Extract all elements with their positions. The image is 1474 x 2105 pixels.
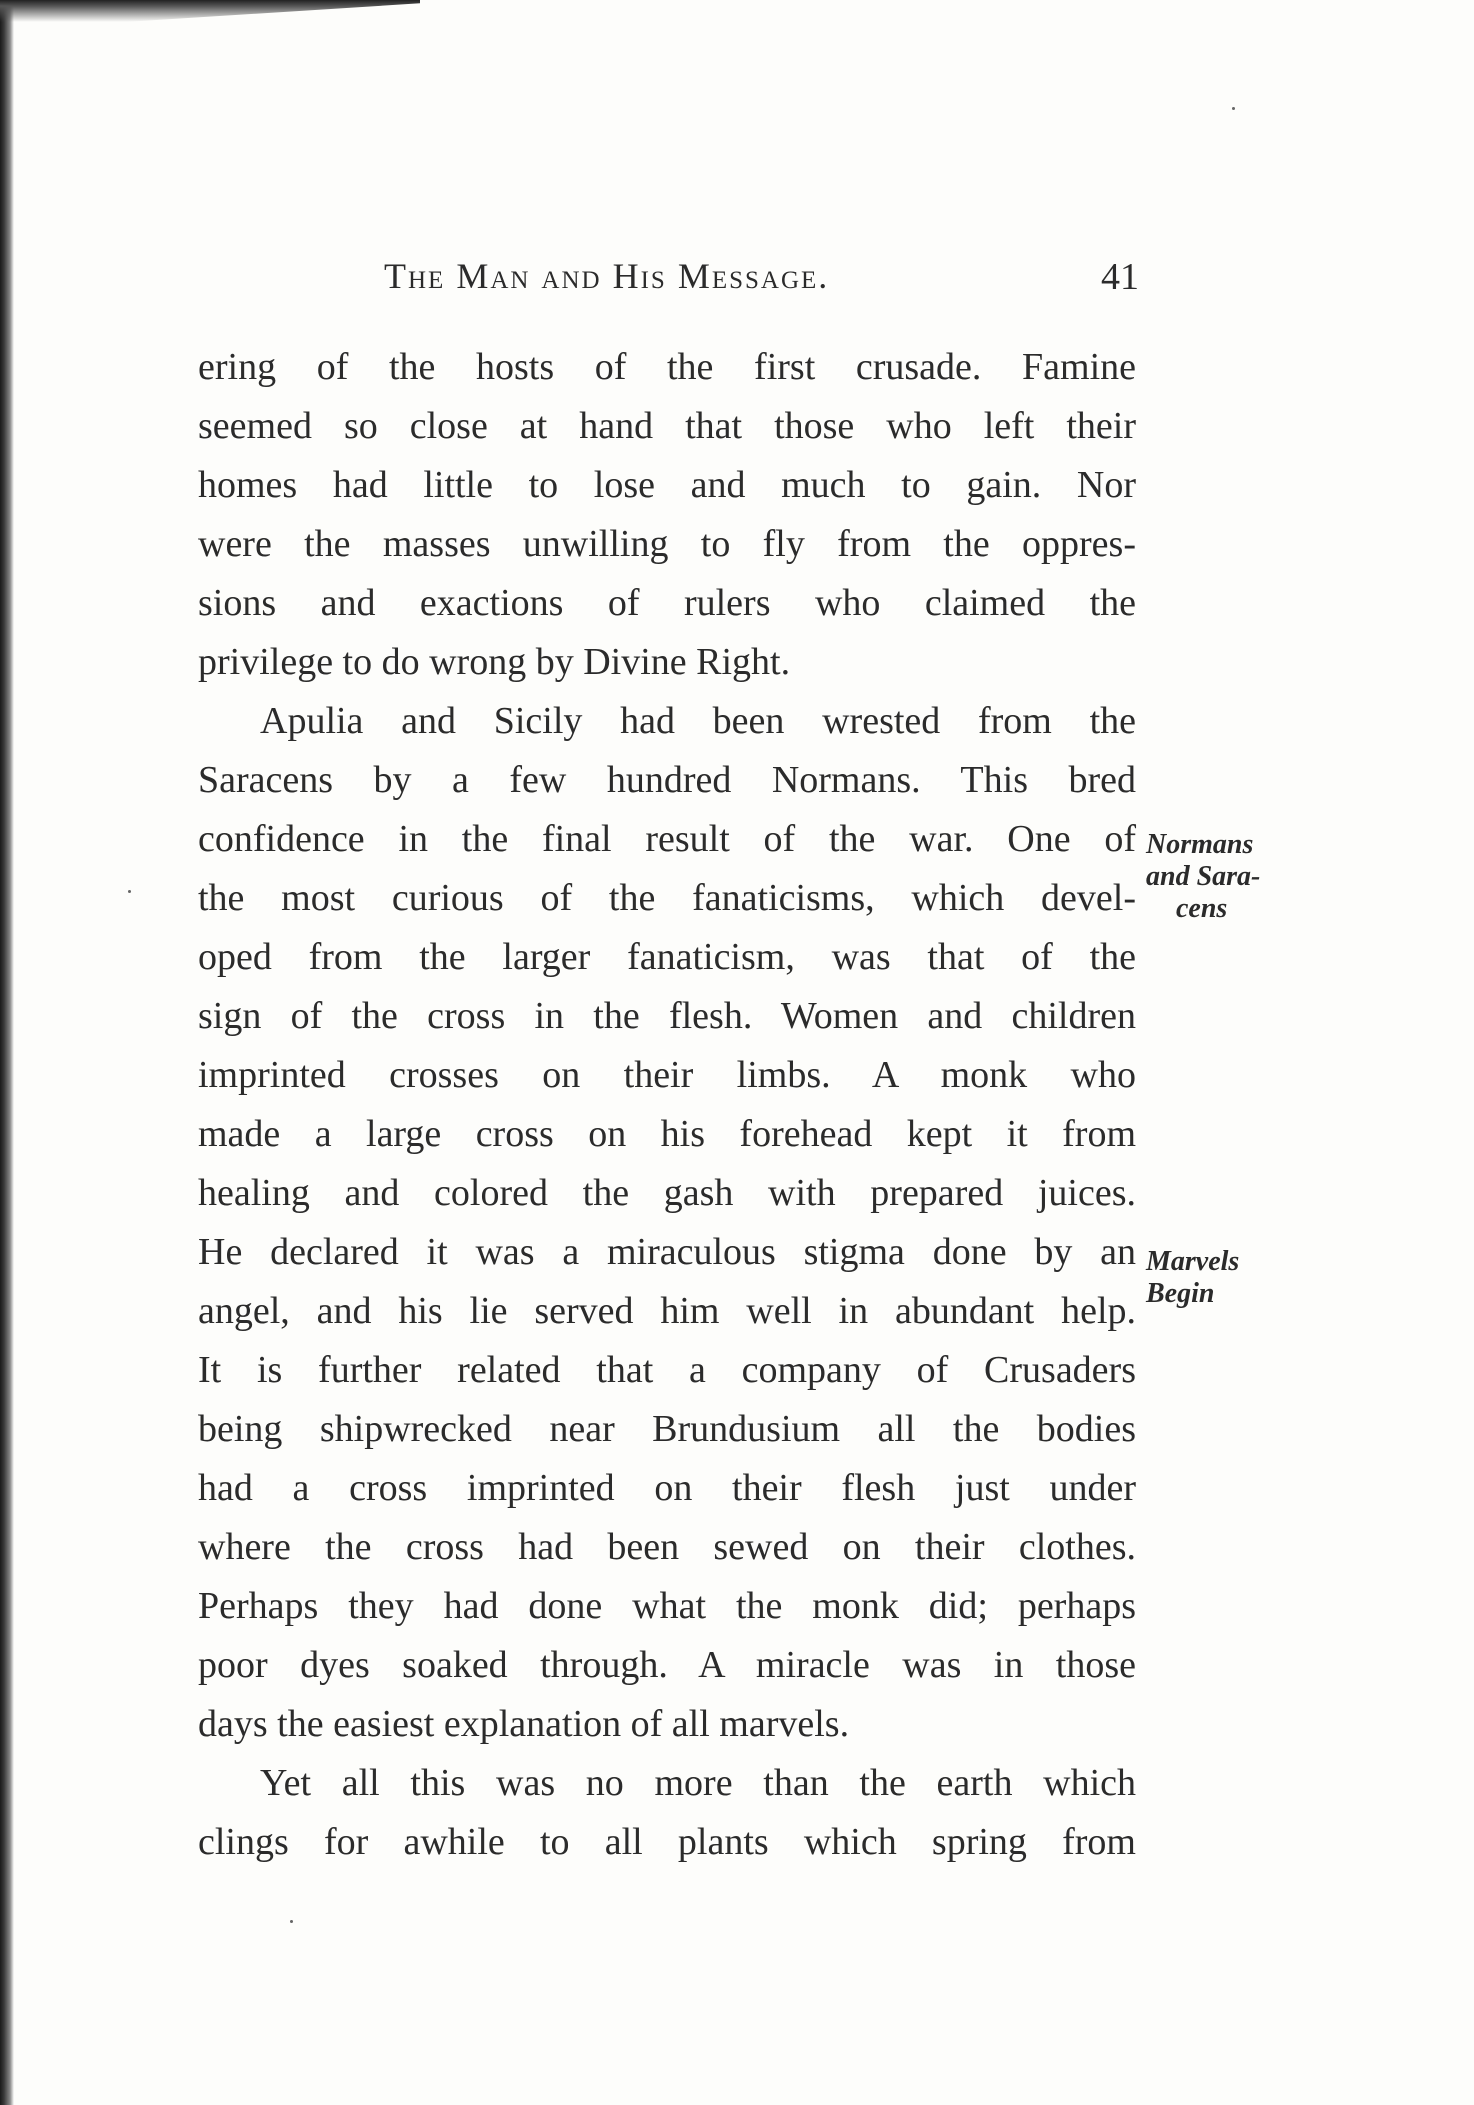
text-line: days the easiest explanation of all marvels. <box>198 1703 850 1745</box>
text-line: homes had little to lose and much to gain. Nor <box>198 464 1136 506</box>
margin-note-line: Normans <box>1146 829 1254 860</box>
margin-note-line: Marvels <box>1146 1246 1240 1277</box>
text-line: It is further related that a company of Crusaders <box>198 1349 1136 1391</box>
scan-speck <box>290 1920 293 1923</box>
text-line: privilege to do wrong by Divine Right. <box>198 641 791 683</box>
text-line: where the cross had been sewed on their clothes. <box>198 1526 1136 1568</box>
scan-edge-shadow <box>0 0 420 22</box>
text-line: had a cross imprinted on their flesh just under <box>198 1467 1136 1509</box>
text-line: Perhaps they had done what the monk did; perhaps <box>198 1585 1136 1627</box>
margin-note-line: and Sara- <box>1146 861 1261 892</box>
text-line: He declared it was a miraculous stigma done by an <box>198 1231 1136 1273</box>
margin-note-line: cens <box>1176 893 1228 924</box>
text-line: being shipwrecked near Brundusium all the bodies <box>198 1408 1136 1450</box>
margin-note-line: Begin <box>1146 1278 1215 1309</box>
text-line: Saracens by a few hundred Normans. This bred <box>198 759 1136 801</box>
text-line: angel, and his lie served him well in abundant help. <box>198 1290 1136 1332</box>
text-line: were the masses unwilling to fly from the oppres- <box>198 523 1136 565</box>
page-number: 41 <box>1101 256 1139 298</box>
text-line: the most curious of the fanaticisms, which devel- <box>198 877 1136 919</box>
text-line: poor dyes soaked through. A miracle was in those <box>198 1644 1136 1686</box>
text-line: healing and colored the gash with prepared juices. <box>198 1172 1136 1214</box>
text-line: clings for awhile to all plants which spring from <box>198 1821 1136 1863</box>
text-line: Yet all this was no more than the earth which <box>260 1762 1136 1804</box>
text-line: ering of the hosts of the first crusade. Famine <box>198 346 1136 388</box>
text-line: sign of the cross in the flesh. Women and children <box>198 995 1136 1037</box>
text-line: made a large cross on his forehead kept it from <box>198 1113 1136 1155</box>
text-line: confidence in the final result of the war. One of <box>198 818 1136 860</box>
text-line: imprinted crosses on their limbs. A monk who <box>198 1054 1136 1096</box>
running-head <box>384 255 1154 311</box>
text-line: sions and exactions of rulers who claimed the <box>198 582 1136 624</box>
running-head-title: The Man and His Message. <box>384 256 830 296</box>
text-line: Apulia and Sicily had been wrested from the <box>260 700 1136 742</box>
margin-note-marvels <box>1146 1246 1239 1310</box>
text-line: seemed so close at hand that those who left their <box>198 405 1136 447</box>
scan-speck <box>1232 107 1235 110</box>
body-text <box>198 338 1136 1872</box>
text-line: oped from the larger fanaticism, was that of the <box>198 936 1136 978</box>
margin-note-normans <box>1146 829 1260 925</box>
binding-shadow <box>0 0 14 2105</box>
scan-speck <box>128 890 131 893</box>
